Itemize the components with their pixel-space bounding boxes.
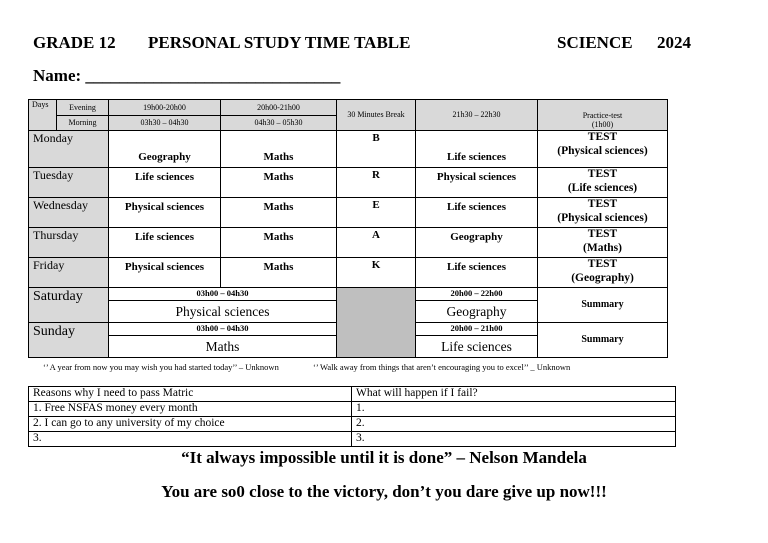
- table-row: [29, 417, 676, 432]
- quote-right: ‘’ Walk away from things that aren’t encouraging you to excel’’ _ Unknown: [313, 362, 571, 372]
- slot1-subject: Geography: [109, 131, 221, 168]
- weekend-evening-time: 20h00 – 21h00: [416, 323, 538, 336]
- test-label: TEST: [587, 131, 618, 143]
- fail-item: 2.: [352, 417, 676, 432]
- test-subject: (Physical sciences): [557, 211, 648, 224]
- slot2-evening-time: 20h00-21h00: [221, 100, 337, 116]
- practice-test-cell: [538, 198, 668, 228]
- practice-duration: (1h00): [591, 119, 614, 129]
- closing-message: You are so0 close to the victory, don’t you dare give up now!!!: [161, 482, 607, 501]
- test-label: TEST: [587, 258, 618, 270]
- fail-header: What will happen if I fail?: [352, 387, 676, 402]
- table-row: [29, 258, 668, 288]
- slot3-subject: Life sciences: [416, 258, 538, 288]
- slot1-subject: Physical sciences: [109, 198, 221, 228]
- reason-item: 3.: [29, 432, 352, 447]
- slot2-subject: Maths: [221, 131, 337, 168]
- slot3-time: 21h30 – 22h30: [416, 100, 538, 131]
- break-letter: A: [337, 228, 416, 258]
- slot2-subject: Maths: [221, 198, 337, 228]
- practice-test-cell: [538, 258, 668, 288]
- test-subject: (Geography): [571, 271, 634, 284]
- table-row: [29, 168, 668, 198]
- year-label: 2024: [657, 33, 691, 52]
- practice-test-cell: [538, 228, 668, 258]
- reasons-header: Reasons why I need to pass Matric: [29, 387, 352, 402]
- break-letter: K: [337, 258, 416, 288]
- test-subject: (Physical sciences): [557, 144, 648, 157]
- day-label: Monday: [29, 131, 109, 168]
- weekend-evening-subject: Geography: [416, 301, 538, 323]
- break-header: 30 Minutes Break: [337, 100, 416, 131]
- slot3-subject: Geography: [416, 228, 538, 258]
- weekend-morning-time: 03h00 – 04h30: [109, 323, 337, 336]
- break-letter: R: [337, 168, 416, 198]
- day-label: Thursday: [29, 228, 109, 258]
- table-row: [29, 288, 668, 301]
- reason-item: 1. Free NSFAS money every month: [29, 402, 352, 417]
- quote-left: ‘’ A year from now you may wish you had started today’’ – Unknown: [43, 362, 279, 372]
- test-subject: (Life sciences): [567, 181, 638, 194]
- slot2-subject: Maths: [221, 168, 337, 198]
- weekend-evening-time: 20h00 – 22h00: [416, 288, 538, 301]
- morning-header: Morning: [57, 116, 109, 131]
- day-label: Sunday: [29, 323, 109, 358]
- weekend-break-block: [337, 288, 416, 358]
- weekend-morning-subject: Physical sciences: [109, 301, 337, 323]
- weekend-evening-subject: Life sciences: [416, 336, 538, 358]
- slot1-subject: Physical sciences: [109, 258, 221, 288]
- table-row: [29, 131, 668, 168]
- slot2-morning-time: 04h30 – 05h30: [221, 116, 337, 131]
- practice-test-cell: [538, 131, 668, 168]
- test-subject: (Maths): [583, 241, 622, 254]
- table-row: [29, 402, 676, 417]
- slot1-subject: Life sciences: [109, 168, 221, 198]
- study-timetable: [28, 99, 668, 358]
- weekend-morning-subject: Maths: [109, 336, 337, 358]
- slot3-subject: Life sciences: [416, 131, 538, 168]
- break-letter: E: [337, 198, 416, 228]
- slot2-subject: Maths: [221, 258, 337, 288]
- table-row: [29, 387, 676, 402]
- reasons-table: [28, 386, 676, 447]
- fail-item: 1.: [352, 402, 676, 417]
- day-label: Tuesday: [29, 168, 109, 198]
- day-label: Saturday: [29, 288, 109, 323]
- evening-header: Evening: [57, 100, 109, 116]
- break-letter: B: [337, 131, 416, 168]
- test-label: TEST: [587, 168, 618, 180]
- day-label: Friday: [29, 258, 109, 288]
- table-row: [29, 432, 676, 447]
- slot1-subject: Life sciences: [109, 228, 221, 258]
- subject-label: SCIENCE: [557, 33, 633, 52]
- practice-label: Practice-test: [582, 110, 623, 120]
- slot3-subject: Physical sciences: [416, 168, 538, 198]
- weekend-morning-time: 03h00 – 04h30: [109, 288, 337, 301]
- slot1-morning-time: 03h30 – 04h30: [109, 116, 221, 131]
- day-label: Wednesday: [29, 198, 109, 228]
- fail-item: 3.: [352, 432, 676, 447]
- test-label: TEST: [587, 198, 618, 210]
- summary-cell: Summary: [538, 323, 668, 358]
- slot2-subject: Maths: [221, 228, 337, 258]
- table-row: [29, 228, 668, 258]
- mandela-quote: “It always impossible until it is done” – Nelson Mandela: [181, 448, 587, 467]
- page-title: PERSONAL STUDY TIME TABLE: [148, 33, 411, 52]
- grade-label: GRADE 12: [33, 33, 116, 52]
- table-row: [29, 198, 668, 228]
- slot1-evening-time: 19h00-20h00: [109, 100, 221, 116]
- days-header: Days: [29, 100, 57, 131]
- summary-cell: Summary: [538, 288, 668, 323]
- slot3-subject: Life sciences: [416, 198, 538, 228]
- practice-header: [538, 100, 668, 131]
- test-label: TEST: [587, 228, 618, 240]
- reason-item: 2. I can go to any university of my choice: [29, 417, 352, 432]
- name-field: Name: ______________________________: [33, 66, 341, 85]
- practice-test-cell: [538, 168, 668, 198]
